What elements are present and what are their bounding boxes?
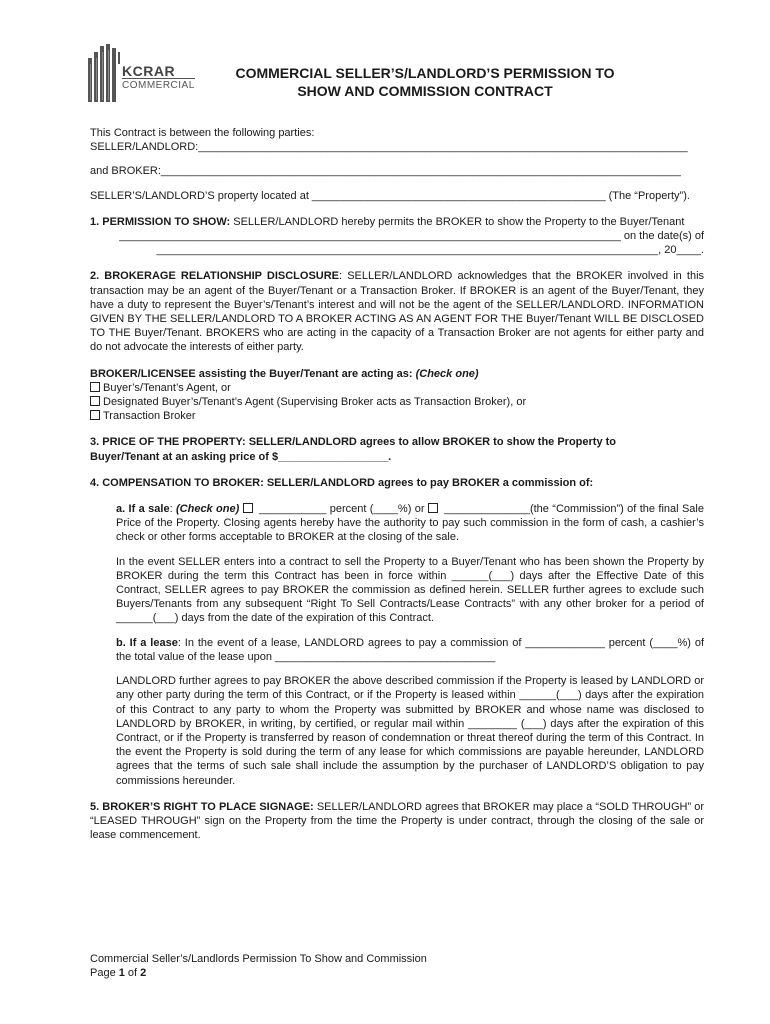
section-4-heading: 4. COMPENSATION TO BROKER: SELLER/LANDLORD agrees to pay BROKER a commission of: [90,476,594,489]
sale-colon: : [169,503,176,516]
logo-wordmark [122,64,195,91]
checkbox[interactable] [90,382,100,392]
section-2-heading: 2. BROKERAGE RELATIONSHIP DISCLOSURE [90,270,340,283]
section-3-line-2: Buyer/Tenant at an asking price of $__________________. [90,450,392,463]
parties-intro: This Contract is between the following parties: [90,127,315,139]
sale-check-one: (Check one) [176,503,240,516]
section-2-text: : SELLER/LANDLORD acknowledges that the BROKER involved in this transaction may be an agent of the Buyer/Tenant or a Transaction Broker. If BROKER is an agent of the Buyer/Tenant, they have a duty to represent the Buyer’s/Tenant’s interest and will not be the agent of the SELLER/LANDLORD. INFORMATION GIVEN BY THE SELLER/LANDLORD TO A BROKER ACTING AS AN AGENT FOR THE Buyer/Tenant WILL BE DISCLOSED TO THE Buyer/Tenant. BROKERS who are acting in the capacity of a Transaction Broker are not agents for either party and do not advocate the interests of either party. [90,270,705,354]
licensee-heading-text: BROKER/LICENSEE assisting the Buyer/Tenant are acting as: [90,367,416,380]
sale-label: a. If a sale [116,503,170,516]
broker-line: and BROKER:_____________________________________________________________________________________ [90,165,681,178]
page-footer [90,952,427,980]
option-label: Designated Buyer’s/Tenant’s Agent (Supervising Broker acts as Transaction Broker), or [103,396,527,409]
amount-checkbox[interactable] [428,503,438,513]
contract-body [90,126,704,842]
checkbox[interactable] [90,396,100,406]
section-1-line-2: __________________________________________________________________________________ on the date(s) of [119,230,704,243]
section-5-heading: 5. BROKER’S RIGHT TO PLACE SIGNAGE: [90,800,314,813]
sale-paragraph-2: In the event SELLER enters into a contract to sell the Property to a Buyer/Tenant who has been shown the Property by BROKER during the term this Contract has been in force within ______(___) days after the Effective Date of this Contract, SELLER agrees to pay BROKER the commission as defined herein. SELLER further agrees to exclude such Buyers/Tenants from any subsequent “Right To Sell Contracts/Lease Contracts” with any other broker for a period of ______(___) days from the date of the expiration of this Contract. [116,555,704,625]
title-line-2: SHOW AND COMMISSION CONTRACT [297,83,553,99]
page-number [90,966,427,980]
footer-title: Commercial Seller’s/Landlords Permission To Show and Commission [90,953,427,965]
section-3-line-1: 3. PRICE OF THE PROPERTY: SELLER/LANDLORD agrees to allow BROKER to show the Property to [90,436,617,449]
section-1-text: SELLER/LANDLORD hereby permits the BROKER to show the Property to the Buyer/Tenant [230,215,685,228]
percent-checkbox[interactable] [243,503,253,513]
section-5 [90,800,704,843]
logo-line-1: KCRAR [122,63,176,79]
section-5-text: SELLER/LANDLORD agrees that BROKER may place a “SOLD THROUGH” or “LEASED THROUGH” sign on the Property from the time the Property is under contract, through the closing of the sale or lease commencement. [90,800,704,842]
sale-percent-text: ___________ percent (____%) or [255,503,428,516]
licensee-option-2[interactable] [90,395,704,409]
licensee-check-one: (Check one) [415,367,479,380]
licensee-option-1[interactable] [90,381,704,395]
section-1-line-3: __________________________________________________________________________________, 20____. [156,244,704,257]
logo-line-2: COMMERCIAL [122,80,195,91]
option-label: Buyer’s/Tenant’s Agent, or [103,381,231,394]
option-label: Transaction Broker [103,410,196,423]
property-line: SELLER’S/LANDLORD’S property located at ________________________________________________ (The “Property”). [90,189,690,202]
title-line-1: COMMERCIAL SELLER’S/LANDLORD’S PERMISSION TO [235,65,615,81]
licensee-heading [90,367,704,381]
lease-clause [116,636,704,664]
section-1 [90,215,704,229]
page-prefix: Page [90,967,119,979]
page-current: 1 [118,967,125,979]
document-title [200,64,650,100]
page-total: 2 [140,967,147,979]
sale-clause [116,502,704,545]
page-of: of [124,967,141,979]
lease-paragraph-2: LANDLORD further agrees to pay BROKER the above described commission if the Property is leased by LANDLORD or any other party during the term of this Contract, or if the Property is leased within ______(___) days after the expiration of this Contract to any party to whom the Property was submitted by BROKER and whose name was disclosed to LANDLORD by BROKER, in writing, by certified, or regular mail within ________ (___) days after the expiration of this Contract, or if the Property is transferred by reason of condemnation or threat thereof during the term of this Contract. In the event the Property is sold during the term of any lease for which commissions are payable hereunder, LANDLORD agrees that the terms of such sale shall include the assumption by the purchaser of LANDLORD’S obligation to pay commissions hereunder. [116,675,704,787]
sale-rest: ______________(the “Commission”) of the final Sale Price of the Property. Closing agents hereby have the authority to pay such commission in the form of cash, a cashier’s check or other forms acceptable to BROKER at the closing of the sale. [116,503,704,544]
licensee-option-3[interactable] [90,409,704,423]
section-4-items [90,502,704,788]
section-1-heading: 1. PERMISSION TO SHOW: [90,215,231,228]
checkbox[interactable] [90,410,100,420]
section-2 [90,269,704,354]
lease-text: : In the event of a lease, LANDLORD agrees to pay a commission of _____________ percent (____%) of the total value of the lease upon ____________________________________ [116,636,704,663]
lease-label: b. If a lease [116,636,178,649]
seller-line: SELLER/LANDLORD:________________________________________________________________________________ [90,141,688,154]
